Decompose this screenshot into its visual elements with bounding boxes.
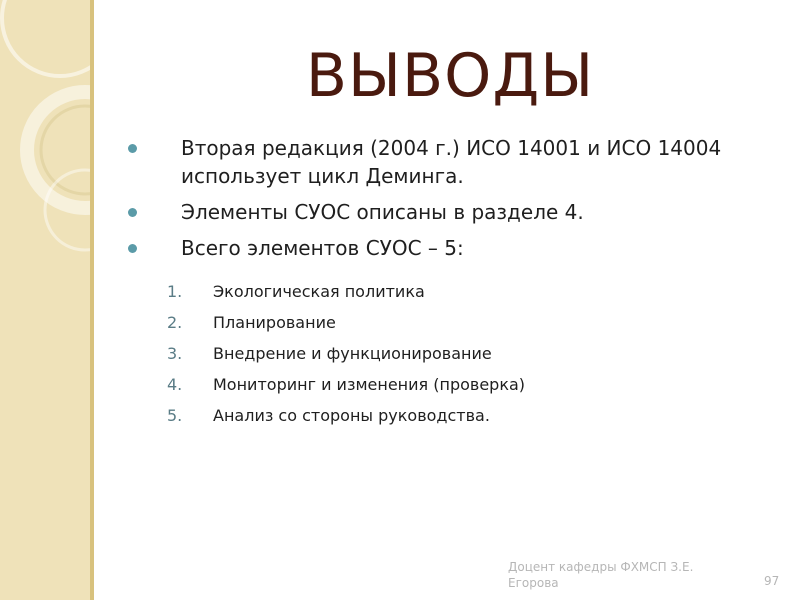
numbered-item — [163, 281, 723, 303]
item-text: Внедрение и функционирование — [213, 344, 492, 363]
item-number: 2. — [167, 313, 183, 332]
bullet-dot-icon — [128, 208, 137, 217]
numbered-list — [163, 281, 723, 436]
bullet-dot-icon — [128, 244, 137, 253]
bullet-text: Вторая редакция (2004 г.) ИСО 14001 и ИСО 14004 использует цикл Деминга. — [181, 136, 722, 188]
decorative-rings — [0, 0, 94, 600]
item-number: 5. — [167, 406, 183, 425]
item-text: Планирование — [213, 313, 336, 332]
bullet-dot-icon — [128, 144, 137, 153]
page-number: 97 — [764, 574, 780, 588]
footer-author: Доцент кафедры ФХМСП З.Е. Егорова — [508, 560, 694, 590]
numbered-item — [163, 343, 723, 365]
item-number: 3. — [167, 344, 183, 363]
bullet-text: Всего элементов СУОС – 5: — [181, 236, 464, 260]
decorative-side-band — [0, 0, 94, 600]
numbered-item — [163, 374, 723, 396]
item-number: 4. — [167, 375, 183, 394]
bullet-list — [124, 134, 744, 270]
item-text: Экологическая политика — [213, 282, 425, 301]
item-number: 1. — [167, 282, 183, 301]
bullet-item — [124, 234, 744, 262]
slide-title: ВЫВОДЫ — [305, 41, 595, 111]
side-band-edge — [90, 0, 94, 600]
numbered-item — [163, 405, 723, 427]
bullet-item — [124, 134, 744, 190]
bullet-text: Элементы СУОС описаны в разделе 4. — [181, 200, 584, 224]
numbered-item — [163, 312, 723, 334]
item-text: Анализ со стороны руководства. — [213, 406, 490, 425]
item-text: Мониторинг и изменения (проверка) — [213, 375, 526, 394]
bullet-item — [124, 198, 744, 226]
